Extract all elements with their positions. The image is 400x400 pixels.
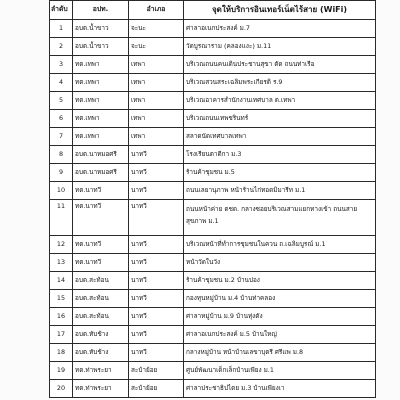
row-district: นาทวี — [129, 272, 184, 290]
wifi-hotspot-table — [49, 0, 376, 398]
row-spot: บริเวณสวนสระเฉลิมพระเกียรติ ร.9 — [184, 74, 376, 92]
table-row — [50, 74, 376, 92]
table-row — [50, 146, 376, 164]
table-row — [50, 308, 376, 326]
row-district: เทพา — [129, 110, 184, 128]
row-district: เทพา — [129, 56, 184, 74]
row-org: อบต.ทับช้าง — [73, 326, 129, 344]
row-no: 13 — [50, 254, 73, 272]
row-district: นาทวี — [129, 344, 184, 362]
row-org: ทต.นาทวี — [73, 236, 129, 254]
row-org: ทต.นาทวี — [73, 200, 129, 236]
table-row — [50, 182, 376, 200]
row-org: อบต.ทับช้าง — [73, 344, 129, 362]
row-spot: ศาลาอเนกประสงค์ ม.7 — [184, 20, 376, 38]
table-row — [50, 254, 376, 272]
row-org: ทต.เทพา — [73, 128, 129, 146]
row-spot: ศาลาหมู่บ้าน ม.9 บ้านทุ่งตัง — [184, 308, 376, 326]
row-spot: บริเวณอาคารสำนักงานเทศบาล ต.เทพา — [184, 92, 376, 110]
row-spot: บริเวณถนนเทพชรินทร์ — [184, 110, 376, 128]
row-org: ทต.เทพา — [73, 56, 129, 74]
row-no: 2 — [50, 38, 73, 56]
row-org: อบต.สะท้อน — [73, 308, 129, 326]
table-row — [50, 272, 376, 290]
row-no: 1 — [50, 20, 73, 38]
row-district: นาทวี — [129, 308, 184, 326]
row-no: 5 — [50, 92, 73, 110]
table-row — [50, 380, 376, 398]
table-header — [50, 1, 376, 20]
row-spot: กลางหมู่บ้าน หน้าบ้านเลขาบุตรี ศรีแพ ม.8 — [184, 344, 376, 362]
table-row — [50, 236, 376, 254]
row-district: จะนะ — [129, 20, 184, 38]
table-row — [50, 344, 376, 362]
row-district: นาทวี — [129, 182, 184, 200]
row-spot: ศาลาอเนกประสงค์ ม.5 บ้านใหญ่ — [184, 326, 376, 344]
table-row — [50, 362, 376, 380]
row-district: สะบ้าย้อย — [129, 362, 184, 380]
row-district: เทพา — [129, 92, 184, 110]
row-district: จะนะ — [129, 38, 184, 56]
row-spot: ร้านค้าชุมชน ม.2 บ้านปอง — [184, 272, 376, 290]
row-no: 20 — [50, 380, 73, 398]
header-row — [50, 1, 376, 20]
row-no: 11 — [50, 200, 73, 236]
row-district: สะบ้าย้อย — [129, 380, 184, 398]
row-no: 9 — [50, 164, 73, 182]
row-district: นาทวี — [129, 236, 184, 254]
row-spot: กองทุนหมู่บ้าน ม.4 บ้านท่าคลอง — [184, 290, 376, 308]
table-row — [50, 56, 376, 74]
row-org: อบต.สะท้อน — [73, 290, 129, 308]
row-org: ทต.ท่าพระยา — [73, 380, 129, 398]
row-spot: วัดบูรณาราม (คลองแงะ) ม.11 — [184, 38, 376, 56]
row-org: ทต.เทพา — [73, 110, 129, 128]
row-org: ทต.เทพา — [73, 74, 129, 92]
row-org: ทต.นาทวี — [73, 182, 129, 200]
header-no: ลำดับ — [50, 1, 73, 20]
header-org: อปท. — [73, 1, 129, 20]
row-no: 4 — [50, 74, 73, 92]
table-row — [50, 110, 376, 128]
table-row — [50, 38, 376, 56]
row-spot: ถนนหน้าค่าย ตชด. กลางซอยบริเวณสามแยกทางเข้า ถนนสายสุขภาพ ม.1 — [184, 200, 376, 236]
row-spot: ศาลาประชาธิปไตย ม.3 บ้านเพียงเา — [184, 380, 376, 398]
row-org: อบต.นาหมอศรี — [73, 146, 129, 164]
table-row — [50, 326, 376, 344]
row-spot: บริเวณหน้าที่ทำการชุมชนในควน ถ.เฉลิมบูรณ์ ม.1 — [184, 236, 376, 254]
row-spot: ร้านค้าชุมชน ม.5 — [184, 164, 376, 182]
row-no: 15 — [50, 290, 73, 308]
row-district: นาทวี — [129, 164, 184, 182]
row-org: อบต.นาหมอศรี — [73, 164, 129, 182]
table-row — [50, 128, 376, 146]
row-no: 12 — [50, 236, 73, 254]
row-district: นาทวี — [129, 146, 184, 164]
row-district: นาทวี — [129, 200, 184, 236]
row-spot: บริเวณถนนคนเดินประชานสุขา ตัด ถนนท่าเรือ — [184, 56, 376, 74]
row-no: 7 — [50, 128, 73, 146]
table-row — [50, 290, 376, 308]
row-org: ทต.เทพา — [73, 92, 129, 110]
row-org: อบต.น้ำขาว — [73, 20, 129, 38]
row-org: อบต.สะท้อน — [73, 272, 129, 290]
row-district: นาทวี — [129, 290, 184, 308]
row-district: นาทวี — [129, 254, 184, 272]
table-row — [50, 164, 376, 182]
row-spot: ถนนเลยานุภาพ หน้าร้านไก่ทอดมิมารีท ม.1 — [184, 182, 376, 200]
table-row — [50, 200, 376, 236]
row-org: ทต.ท่าพระยา — [73, 362, 129, 380]
row-no: 17 — [50, 326, 73, 344]
table-row — [50, 20, 376, 38]
table-row — [50, 92, 376, 110]
row-district: เทพา — [129, 128, 184, 146]
row-no: 14 — [50, 272, 73, 290]
row-no: 6 — [50, 110, 73, 128]
row-no: 10 — [50, 182, 73, 200]
row-district: นาทวี — [129, 326, 184, 344]
row-spot: โรงเรียนตาดีกา ม.3 — [184, 146, 376, 164]
row-no: 19 — [50, 362, 73, 380]
row-district: เทพา — [129, 74, 184, 92]
header-district: อำเภอ — [129, 1, 184, 20]
row-spot: หน้าวัดในวัง — [184, 254, 376, 272]
row-org: ทต.นาทวี — [73, 254, 129, 272]
row-no: 18 — [50, 344, 73, 362]
row-org: อบต.น้ำขาว — [73, 38, 129, 56]
row-spot: สลาดนัดเทศบาลเทพา — [184, 128, 376, 146]
table-body — [50, 20, 376, 398]
row-no: 16 — [50, 308, 73, 326]
row-no: 3 — [50, 56, 73, 74]
row-no: 8 — [50, 146, 73, 164]
header-spot: จุดให้บริการอินเทอร์เน็ตไร้สาย (WiFi) — [184, 1, 376, 20]
row-spot: ศูนย์พัฒนาเด็กเล็กบ้านเพียง ม.1 — [184, 362, 376, 380]
